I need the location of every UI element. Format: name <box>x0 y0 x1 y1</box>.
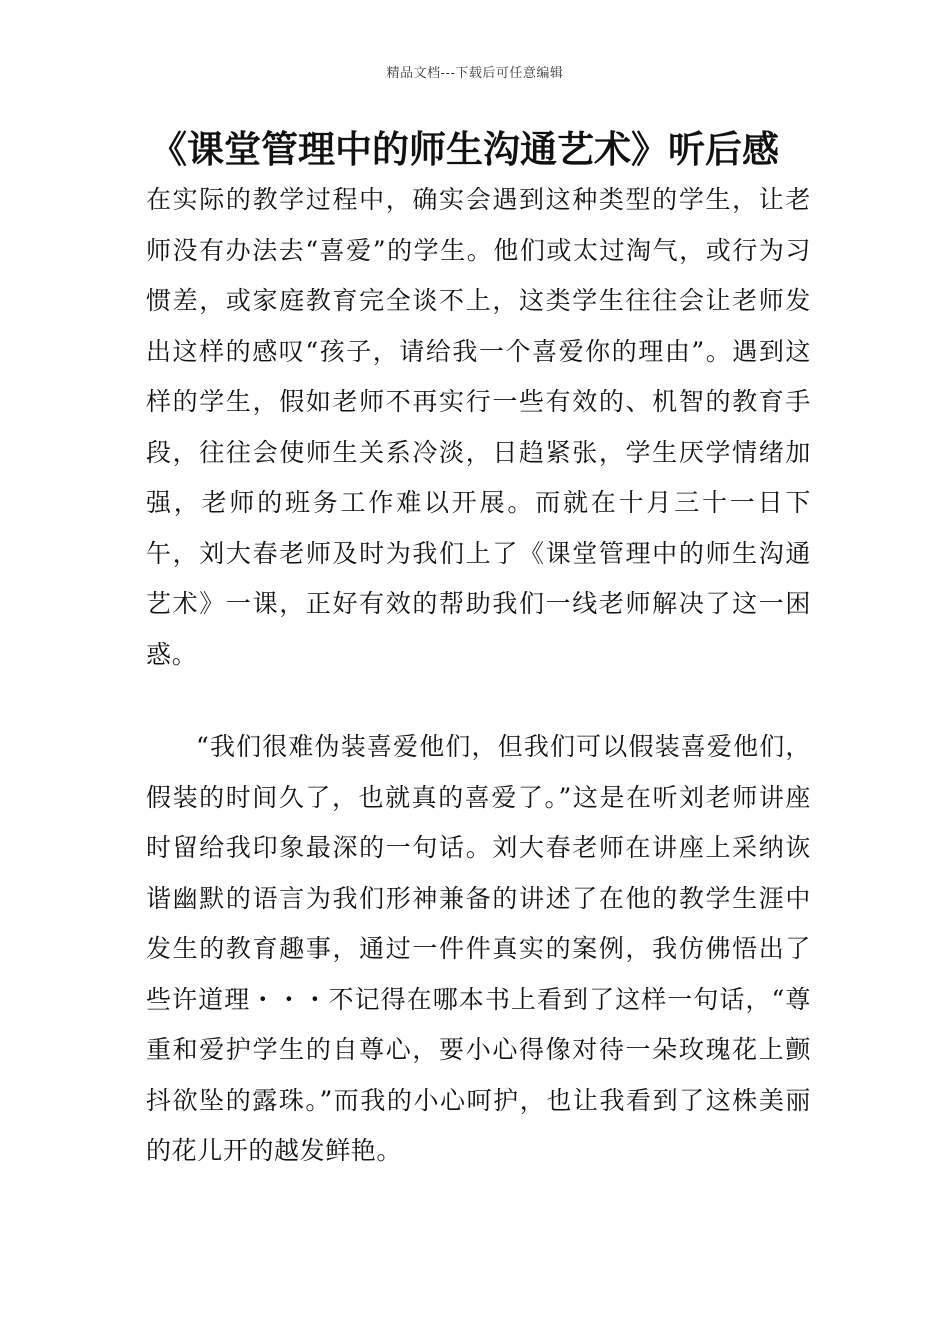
document-title: 《课堂管理中的师生沟通艺术》听后感 <box>150 128 779 171</box>
header-note: 精品文档---下载后可任意编辑 <box>386 66 564 81</box>
body-paragraph-1: 在实际的教学过程中，确实会遇到这种类型的学生，让老师没有办法去“喜爱”的学生。他们或太过淘气，或行为习惯差，或家庭教育完全谈不上，这类学生往往会让老师发出这样的感叹“孩子，请给我一个喜爱你的理由”。遇到这样的学生，假如老师不再实行一些有效的、机智的教育手段，往往会使师生关系冷淡，日趋紧张，学生厌学情绪加强，老师的班务工作难以开展。而就在十月三十一日下午，刘大春老师及时为我们上了《课堂管理中的师生沟通艺术》一课，正好有效的帮助我们一线老师解决了这一困惑。 <box>146 185 811 669</box>
body-paragraph-2: “我们很难伪装喜爱他们，但我们可以假装喜爱他们，假装的时间久了，也就真的喜爱了。”这是在听刘老师讲座时留给我印象最深的一句话。刘大春老师在讲座上采纳诙谐幽默的语言为我们形神兼备的讲述了在他的教学生涯中发生的教育趣事，通过一件件真实的案例，我仿佛悟出了些许道理・・・不记得在哪本书上看到了这样一句话，“尊重和爱护学生的自尊心，要小心得像对待一朵玫瑰花上颤抖欲坠的露珠。”而我的小心呵护，也让我看到了这株美丽的花儿开的越发鲜艳。 <box>146 732 811 1165</box>
